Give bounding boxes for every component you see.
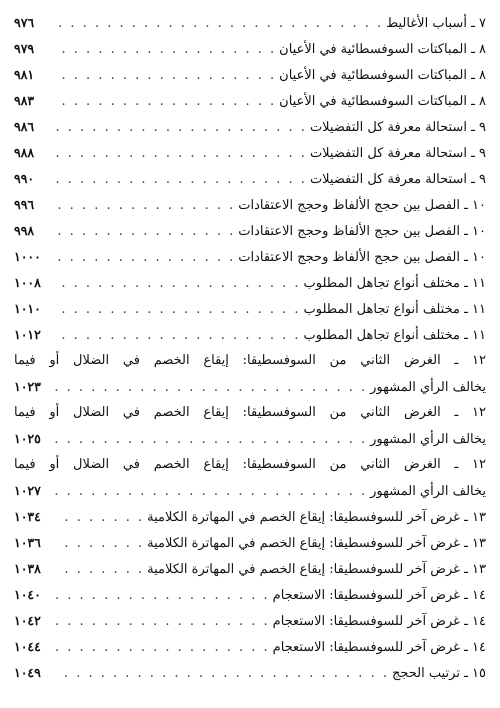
toc-entry (14, 166, 486, 192)
entry-title-continuation: يخالف الرأي المشهور (370, 484, 486, 499)
toc-entry (14, 270, 486, 296)
dot-leader (55, 505, 144, 530)
entry-title-continuation: يخالف الرأي المشهور (370, 432, 486, 447)
entry-page-number: ٩٨١ (14, 67, 35, 82)
toc-entry (14, 244, 486, 270)
toc-entry (14, 400, 486, 452)
entry-title: ١٣ ـ غرض آخر للسوفسطيقا: إيقاع الخصم في المهاترة الكلامية (147, 562, 486, 577)
dot-leader (55, 297, 301, 322)
toc-entry (14, 530, 486, 556)
entry-title: ١١ ـ مختلف أنواع تجاهل المطلوب (303, 328, 486, 343)
entry-page-number: ١٠٢٣ (14, 379, 41, 394)
toc-entry (14, 608, 486, 634)
entry-page-number: ٩٨٨ (14, 145, 35, 160)
dot-leader (55, 479, 367, 504)
entry-page-number: ٩٧٩ (14, 41, 35, 56)
entry-page-number: ١٠٠٠ (14, 249, 41, 264)
entry-page-number: ١٠١٢ (14, 327, 41, 342)
toc-entry (14, 504, 486, 530)
toc-entry (14, 296, 486, 322)
toc-entry (14, 322, 486, 348)
toc-entry (14, 660, 486, 686)
dot-leader (55, 141, 307, 166)
entry-page-number: ١٠٤٤ (14, 639, 41, 654)
entry-page-number: ٩٩٠ (14, 171, 35, 186)
dot-leader (55, 609, 270, 634)
entry-page-number: ١٠٤٩ (14, 665, 41, 680)
dot-leader (55, 661, 389, 686)
entry-page-number: ١٠٢٧ (14, 483, 41, 498)
toc-entry (14, 10, 486, 36)
entry-title: ٨ ـ المباكتات السوفسطائية في الأعيان (279, 68, 486, 83)
dot-leader (55, 193, 235, 218)
table-of-contents (14, 10, 486, 686)
dot-leader (55, 11, 383, 36)
entry-title: ١٥ ـ ترتيب الحجج (391, 666, 486, 681)
dot-leader (55, 427, 367, 452)
entry-title: ١٤ ـ غرض آخر للسوفسطيقا: الاستعجام (272, 614, 486, 629)
entry-page-number: ١٠٣٨ (14, 561, 41, 576)
entry-page-number: ١٠٢٥ (14, 431, 41, 446)
toc-entry (14, 192, 486, 218)
toc-entry (14, 634, 486, 660)
toc-entry (14, 88, 486, 114)
dot-leader (55, 219, 235, 244)
entry-page-number: ١٠٣٤ (14, 509, 41, 524)
entry-title: ٧ ـ أسباب الأغاليط (386, 16, 486, 31)
toc-entry (14, 582, 486, 608)
dot-leader (55, 89, 276, 114)
toc-entry (14, 62, 486, 88)
entry-title: ١٤ ـ غرض آخر للسوفسطيقا: الاستعجام (272, 640, 486, 655)
dot-leader (55, 63, 276, 88)
entry-page-number: ١٠٤٠ (14, 587, 41, 602)
dot-leader (55, 271, 301, 296)
entry-title: ١٠ ـ الفصل بين حجج الألفاظ وحجج الاعتقادات (238, 198, 486, 213)
toc-entry (14, 36, 486, 62)
entry-page-number: ١٠١٠ (14, 301, 41, 316)
dot-leader (55, 557, 144, 582)
dot-leader (55, 375, 367, 400)
dot-leader (55, 531, 144, 556)
entry-title: ١٠ ـ الفصل بين حجج الألفاظ وحجج الاعتقادات (238, 250, 486, 265)
toc-entry (14, 140, 486, 166)
entry-title: ١١ ـ مختلف أنواع تجاهل المطلوب (303, 302, 486, 317)
dot-leader (55, 635, 270, 660)
entry-title: ١١ ـ مختلف أنواع تجاهل المطلوب (303, 276, 486, 291)
dot-leader (55, 115, 307, 140)
dot-leader (55, 583, 270, 608)
entry-title: ١٠ ـ الفصل بين حجج الألفاظ وحجج الاعتقادات (238, 224, 486, 239)
entry-page-number: ٩٩٨ (14, 223, 35, 238)
entry-page-number: ١٠٠٨ (14, 275, 41, 290)
toc-entry (14, 452, 486, 504)
dot-leader (55, 245, 235, 270)
entry-title: ١٢ ـ الغرض الثاني من السوفسطيقا: إيقاع الخصم في الضلال أو فيما (14, 405, 486, 420)
entry-title: ٩ ـ استحالة معرفة كل التفضيلات (309, 172, 486, 187)
toc-entry (14, 218, 486, 244)
entry-title: ١٤ ـ غرض آخر للسوفسطيقا: الاستعجام (272, 588, 486, 603)
entry-page-number: ٩٩٦ (14, 197, 35, 212)
entry-title: ٩ ـ استحالة معرفة كل التفضيلات (309, 120, 486, 135)
entry-title: ٩ ـ استحالة معرفة كل التفضيلات (309, 146, 486, 161)
toc-entry (14, 348, 486, 400)
entry-page-number: ١٠٣٦ (14, 535, 41, 550)
entry-title-continuation: يخالف الرأي المشهور (370, 380, 486, 395)
dot-leader (55, 37, 276, 62)
entry-title: ١٢ ـ الغرض الثاني من السوفسطيقا: إيقاع الخصم في الضلال أو فيما (14, 353, 486, 368)
dot-leader (55, 167, 307, 192)
dot-leader (55, 323, 301, 348)
entry-title: ٨ ـ المباكتات السوفسطائية في الأعيان (279, 94, 486, 109)
entry-page-number: ٩٧٦ (14, 15, 35, 30)
entry-title: ١٣ ـ غرض آخر للسوفسطيقا: إيقاع الخصم في المهاترة الكلامية (147, 510, 486, 525)
entry-title: ٨ ـ المباكتات السوفسطائية في الأعيان (279, 42, 486, 57)
toc-entry (14, 556, 486, 582)
toc-entry (14, 114, 486, 140)
entry-page-number: ١٠٤٢ (14, 613, 41, 628)
entry-page-number: ٩٨٣ (14, 93, 35, 108)
entry-title: ١٢ ـ الغرض الثاني من السوفسطيقا: إيقاع الخصم في الضلال أو فيما (14, 457, 486, 472)
entry-title: ١٣ ـ غرض آخر للسوفسطيقا: إيقاع الخصم في المهاترة الكلامية (147, 536, 486, 551)
entry-page-number: ٩٨٦ (14, 119, 35, 134)
